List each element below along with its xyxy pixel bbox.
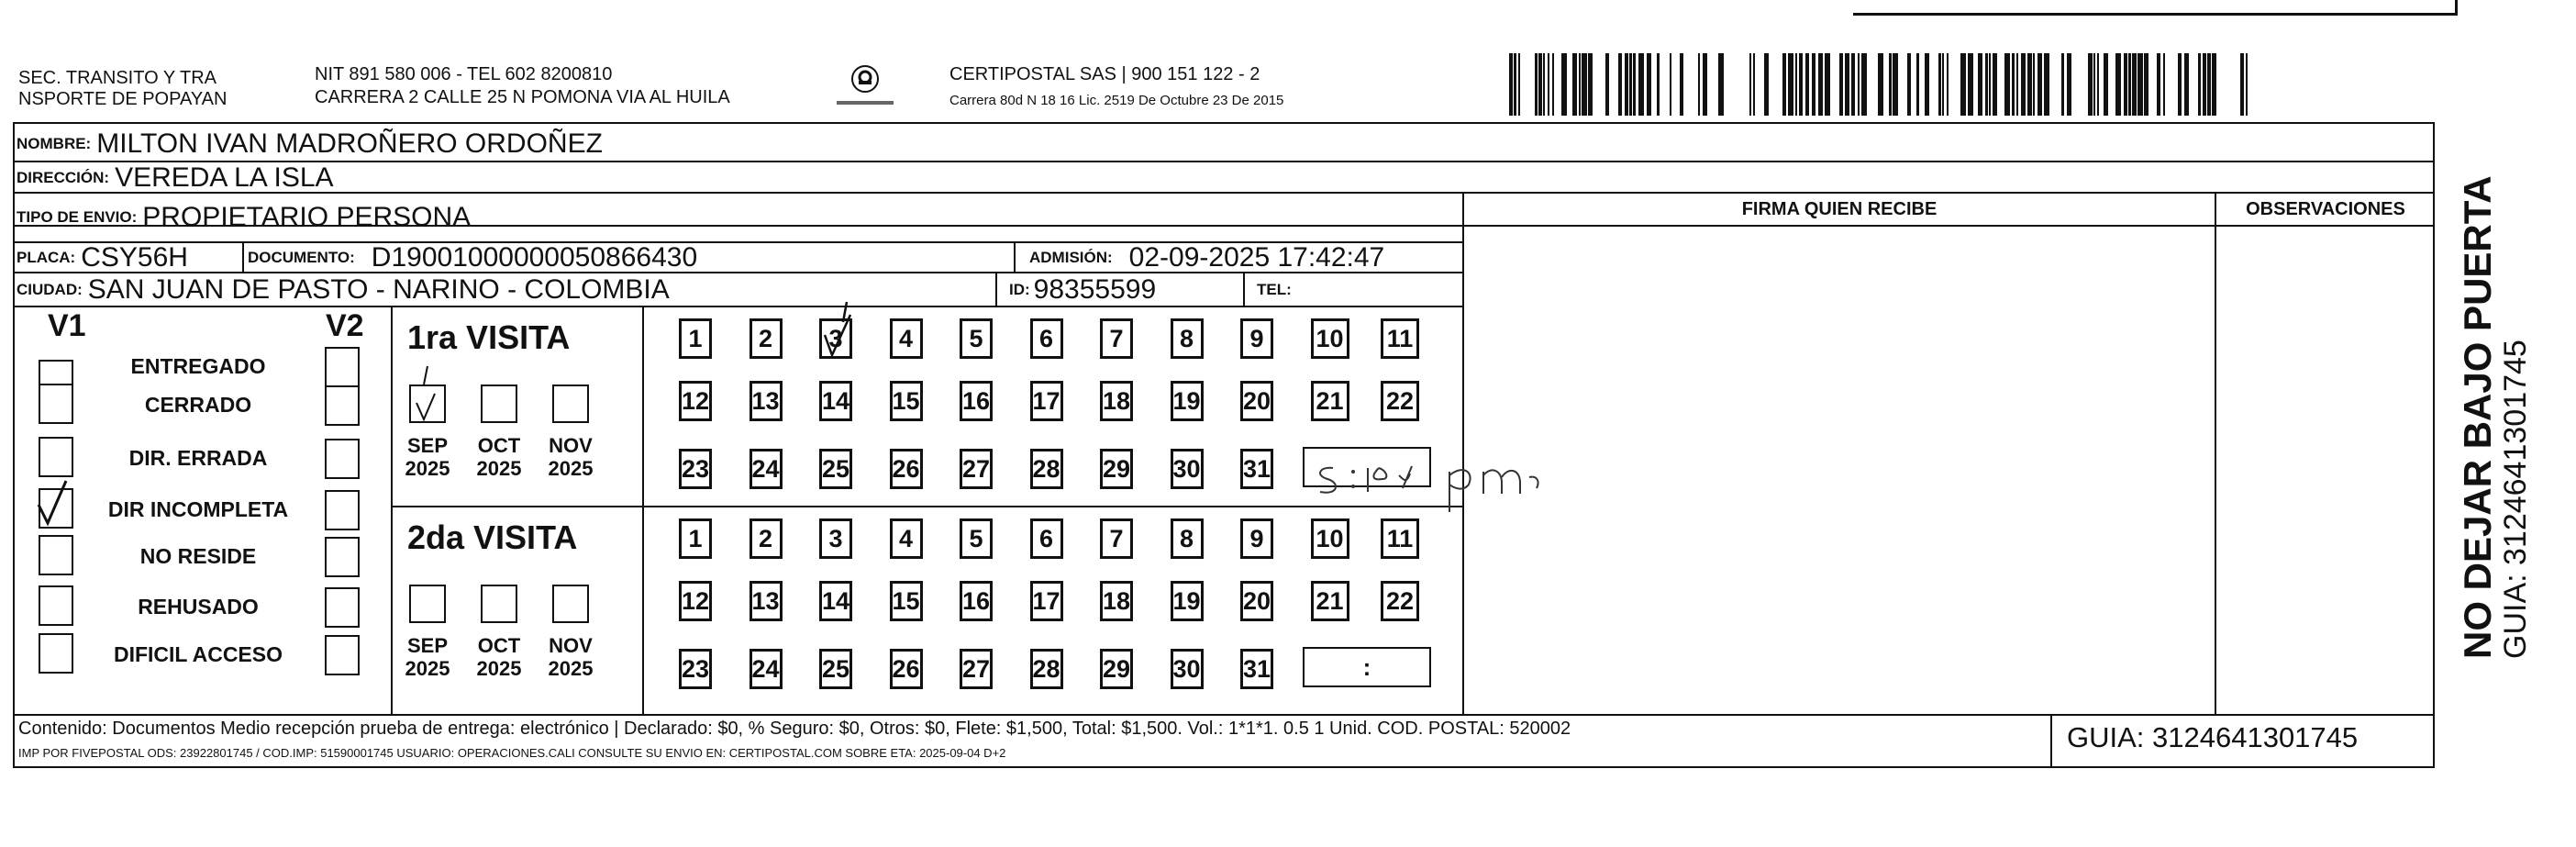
time-box[interactable]: :	[1303, 647, 1431, 687]
day-box[interactable]: 23	[679, 649, 712, 689]
top-frame-remnant	[1853, 0, 2458, 16]
footer-guia: GUIA: 3124641301745	[2067, 721, 2359, 753]
month-label	[543, 634, 598, 680]
day-box[interactable]: 12	[679, 581, 712, 621]
day-box[interactable]: 17	[1030, 581, 1063, 621]
v1-checkbox[interactable]	[39, 535, 73, 575]
day-box[interactable]: 9	[1240, 318, 1273, 359]
admision-value: 02-09-2025 17:42:47	[1128, 243, 1385, 273]
tel-cell	[1257, 273, 1295, 306]
certipostal-logo-icon	[833, 62, 897, 110]
tipo-envio-value: PROPIETARIO PERSONA	[142, 202, 472, 232]
day-box[interactable]: 27	[960, 649, 993, 689]
admision-cell	[1029, 243, 1384, 273]
month-year: 2025	[548, 457, 594, 480]
month-year: 2025	[476, 657, 522, 680]
month-label	[543, 434, 598, 480]
day-box[interactable]: 2	[749, 318, 783, 359]
day-box[interactable]: 18	[1100, 581, 1133, 621]
v1-checkbox[interactable]	[39, 437, 73, 477]
tel-label: TEL:	[1257, 281, 1292, 298]
documento-label: DOCUMENTO:	[248, 249, 355, 266]
month-name: NOV	[549, 634, 593, 657]
day-box[interactable]: 5	[960, 518, 993, 559]
status-label: DIFICIL ACCESO	[113, 642, 283, 666]
id-cell	[1009, 273, 1156, 306]
month-checkbox[interactable]	[552, 384, 589, 423]
day-box[interactable]: 13	[749, 581, 783, 621]
placa-value: CSY56H	[81, 243, 188, 273]
ciudad-value: SAN JUAN DE PASTO - NARINO - COLOMBIA	[87, 274, 670, 305]
day-box[interactable]: 31	[1240, 649, 1273, 689]
tipo-envio-row	[17, 194, 471, 241]
nit-line-1: NIT 891 580 006 - TEL 602 8200810	[315, 64, 613, 84]
day-box[interactable]: 9	[1240, 518, 1273, 559]
day-box[interactable]: 15	[890, 581, 923, 621]
status-label: CERRADO	[144, 393, 252, 417]
barcode-icon	[1509, 53, 2252, 116]
observaciones-label: OBSERVACIONES	[2246, 198, 2405, 219]
admision-label: ADMISIÓN:	[1029, 249, 1113, 266]
v2-checkbox[interactable]	[325, 385, 360, 426]
month-label	[472, 434, 527, 480]
day-box[interactable]: 28	[1030, 449, 1063, 489]
month-checkbox[interactable]	[481, 384, 517, 423]
v1-checkbox[interactable]	[39, 384, 73, 424]
day-box[interactable]: 25	[819, 649, 852, 689]
side-guia: GUIA: 3124641301745	[2498, 340, 2533, 659]
footer-contents: Contenido: Documentos Medio recepción prueba de entrega: electrónico | Declarado: $0, % Seguro: $0, Otros: $0, Flete: $1,500, Total: $1,500. Vol.: 1*1*1. 0.5 1 Unid. COD. POSTAL: 520002	[18, 719, 1571, 739]
day-box[interactable]: 26	[890, 449, 923, 489]
month-year: 2025	[548, 657, 594, 680]
day-box[interactable]: 4	[890, 318, 923, 359]
day-box[interactable]: 22	[1381, 581, 1419, 621]
day-box[interactable]: 23	[679, 449, 712, 489]
documento-value: D19001000000050866430	[371, 243, 698, 273]
month-name: SEP	[406, 434, 449, 457]
day-box[interactable]: 24	[749, 449, 783, 489]
day-box[interactable]: 12	[679, 381, 712, 421]
observaciones-header	[2216, 194, 2435, 225]
month-year: 2025	[405, 657, 450, 680]
side-vertical-text	[2457, 175, 2532, 659]
day-box[interactable]: 18	[1100, 381, 1133, 421]
day-box[interactable]: 14	[819, 381, 852, 421]
month-name: OCT	[477, 434, 521, 457]
visit-title: 2da VISITA	[407, 518, 578, 556]
day-box[interactable]: 8	[1171, 318, 1204, 359]
day-box[interactable]: 30	[1171, 649, 1204, 689]
day-box[interactable]: 21	[1311, 581, 1349, 621]
direccion-label: DIRECCIÓN:	[17, 168, 110, 186]
side-title: NO DEJAR BAJO PUERTA	[2456, 175, 2499, 659]
v2-checkbox[interactable]	[325, 537, 360, 577]
month-label	[472, 634, 527, 680]
status-label: NO RESIDE	[139, 544, 257, 568]
status-label: DIR. ERRADA	[128, 446, 268, 470]
v1-checkbox[interactable]	[39, 585, 73, 626]
day-box[interactable]: 28	[1030, 649, 1063, 689]
v2-checkbox[interactable]	[325, 347, 360, 387]
day-box[interactable]: 1	[679, 318, 712, 359]
v1-checkbox[interactable]	[39, 488, 73, 529]
day-box[interactable]: 31	[1240, 449, 1273, 489]
day-box[interactable]: 1	[679, 518, 712, 559]
status-label: DIR INCOMPLETA	[107, 497, 289, 521]
day-box[interactable]: 2	[749, 518, 783, 559]
day-box[interactable]: 7	[1100, 518, 1133, 559]
day-checkmark	[819, 302, 860, 365]
v1-label: V1	[48, 308, 86, 343]
month-year: 2025	[476, 457, 522, 480]
day-box[interactable]: 20	[1240, 381, 1273, 421]
day-box[interactable]: 5	[960, 318, 993, 359]
month-checkbox[interactable]	[409, 585, 446, 623]
day-box[interactable]: 11	[1381, 518, 1419, 559]
month-label	[400, 434, 455, 480]
firma-label: FIRMA QUIEN RECIBE	[1741, 198, 1938, 219]
day-box[interactable]: 10	[1311, 318, 1349, 359]
day-box[interactable]: 13	[749, 381, 783, 421]
ciudad-cell	[17, 273, 670, 306]
day-box[interactable]: 27	[960, 449, 993, 489]
day-box[interactable]: 16	[960, 381, 993, 421]
day-box[interactable]: 17	[1030, 381, 1063, 421]
v1-checkbox[interactable]	[39, 633, 73, 674]
day-box[interactable]: 15	[890, 381, 923, 421]
month-name: OCT	[477, 634, 521, 657]
carrier-line-2: Carrera 80d N 18 16 Lic. 2519 De Octubre 23 De 2015	[949, 93, 1284, 108]
ciudad-label: CIUDAD:	[17, 281, 83, 298]
day-box[interactable]: 21	[1311, 381, 1349, 421]
day-box[interactable]: 11	[1381, 318, 1419, 359]
day-box[interactable]: 16	[960, 581, 993, 621]
day-box[interactable]: 7	[1100, 318, 1133, 359]
day-box[interactable]: 22	[1381, 381, 1419, 421]
day-box[interactable]: 26	[890, 649, 923, 689]
id-value: 98355599	[1033, 274, 1157, 305]
tipo-envio-label: TIPO DE ENVIO:	[17, 208, 138, 226]
month-name: SEP	[406, 634, 449, 657]
day-box[interactable]: 19	[1171, 581, 1204, 621]
nombre-value: MILTON IVAN MADROÑERO ORDOÑEZ	[96, 128, 603, 159]
v2-checkbox[interactable]	[325, 635, 360, 675]
visit-title: 1ra VISITA	[407, 318, 571, 356]
month-checkbox[interactable]	[409, 384, 446, 423]
placa-label: PLACA:	[17, 249, 76, 266]
day-box[interactable]: 29	[1100, 649, 1133, 689]
day-box[interactable]: 6	[1030, 518, 1063, 559]
day-box[interactable]: 10	[1311, 518, 1349, 559]
sender-line-1: SEC. TRANSITO Y TRA	[18, 68, 217, 88]
day-box[interactable]: 14	[819, 581, 852, 621]
month-checkbox[interactable]	[552, 585, 589, 623]
month-name: NOV	[549, 434, 593, 457]
month-year: 2025	[405, 457, 450, 480]
day-box[interactable]: 3	[819, 318, 852, 359]
day-box[interactable]: 19	[1171, 381, 1204, 421]
carrier-line-1: CERTIPOSTAL SAS | 900 151 122 - 2	[949, 64, 1260, 84]
footer-print-info: IMP POR FIVEPOSTAL ODS: 23922801745 / COD.IMP: 51590001745 USUARIO: OPERACIONES.CALI CONSULTE SU ENVIO EN: CERTIPOSTAL.COM SOBRE ETA: 2025-09-04 D+2	[18, 746, 1006, 760]
nombre-row	[17, 127, 603, 162]
direccion-value: VEREDA LA ISLA	[115, 162, 334, 193]
direccion-row	[17, 162, 334, 193]
day-box[interactable]: 20	[1240, 581, 1273, 621]
v2-checkbox[interactable]	[325, 490, 360, 530]
day-box[interactable]: 3	[819, 518, 852, 559]
nombre-label: NOMBRE:	[17, 135, 92, 152]
v2-checkbox[interactable]	[325, 439, 360, 479]
day-box[interactable]: 25	[819, 449, 852, 489]
month-checkbox[interactable]	[481, 585, 517, 623]
day-box[interactable]: 4	[890, 518, 923, 559]
day-box[interactable]: 30	[1171, 449, 1204, 489]
id-label: ID:	[1009, 281, 1030, 298]
firma-header	[1464, 194, 2215, 225]
day-box[interactable]: 6	[1030, 318, 1063, 359]
v2-checkbox[interactable]	[325, 587, 360, 628]
day-box[interactable]: 29	[1100, 449, 1133, 489]
handwritten-time	[1307, 448, 1573, 517]
placa-cell	[17, 243, 188, 273]
day-box[interactable]: 8	[1171, 518, 1204, 559]
sender-line-2: NSPORTE DE POPAYAN	[18, 89, 228, 109]
status-label: REHUSADO	[138, 595, 259, 619]
status-label: ENTREGADO	[130, 354, 266, 378]
nit-line-2: CARRERA 2 CALLE 25 N POMONA VIA AL HUILA	[315, 87, 730, 107]
documento-cell	[248, 243, 697, 273]
v2-label: V2	[326, 308, 364, 343]
month-label	[400, 634, 455, 680]
day-box[interactable]: 24	[749, 649, 783, 689]
